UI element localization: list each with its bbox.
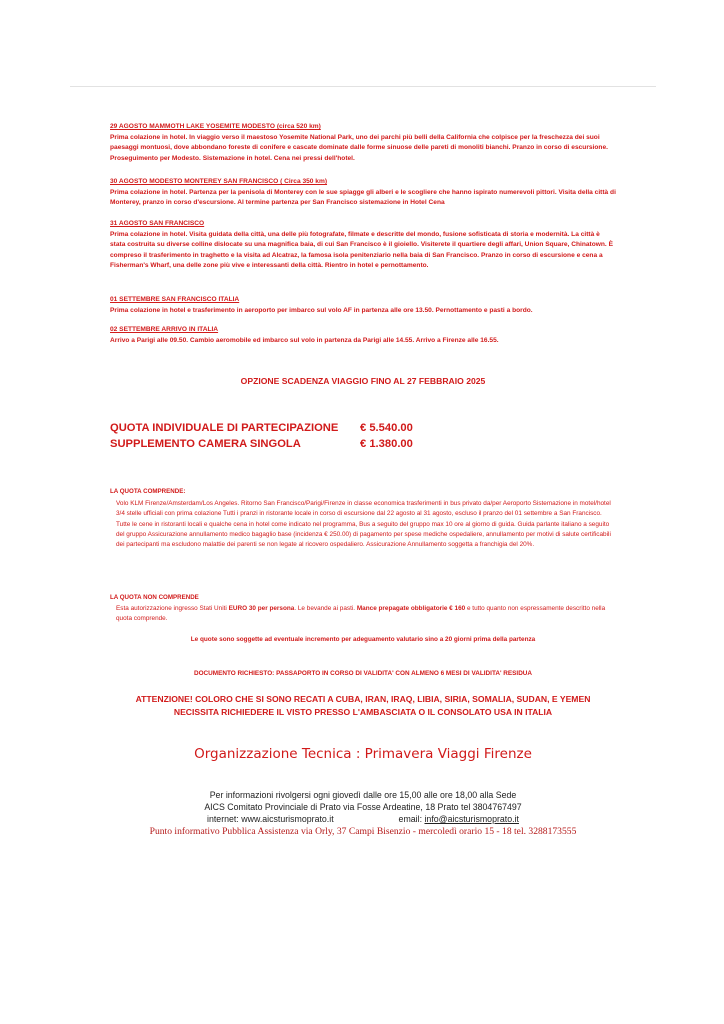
quota-price: € 5.540.00: [360, 422, 413, 434]
day-text: Prima colazione in hotel. Visita guidata della città, una delle più fotografate, filmate e descritte del mondo, fusione sofisticata di storia e modernità. La città è stata costruita su diverse colline dislocate su una magnifica baia, di cui San Francisco è il gioiello. Visiterete il quartiere degli affari, Union Square, Chinatown. È compreso il trasferimento in traghetto e la visita ad Alcatraz, la famosa isola penitenziario nella baia di San Francisco. Pranzo in corso di escursione e cena a Fisherman's Wharf, una delle zone più vive e interessanti della città. Rientro in hotel e pernottamento.: [110, 230, 613, 270]
attenzione-warning: [70, 693, 656, 719]
warning-line: NECISSITA RICHIEDERE IL VISTO PRESSO L'AMBASCIATA O IL CONSOLATO USA IN ITALIA: [173, 707, 553, 717]
day-text: Prima colazione in hotel e trasferimento in aeroporto per imbarco sul volo AF in partenza alle ore 13.50. Pernottamento e pasti a bordo.: [110, 306, 533, 314]
punto-informativo: Punto informativo Pubblica Assistenza via Orly, 37 Campi Bisenzio - mercoledì orario 15 - 18 tel. 3288173555: [149, 826, 577, 837]
day-text: Prima colazione in hotel. In viaggio verso il maestoso Yosemite National Park, uno dei parchi più belli della California che colpisce per la freschezza dei suoi paesaggi montuosi, dove abbondano foreste di conifere e cascate dominate dalle forme sinuose delle pareti di monoliti bianchi. Pranzo in corso di escursione. Proseguimento per Modesto. Sistemazione in hotel. Cena nei pressi dell'hotel.: [110, 133, 608, 162]
non-comprende-heading: LA QUOTA NON COMPRENDE: [110, 594, 199, 601]
day-heading: 30 AGOSTO MODESTO MONTEREY SAN FRANCISCO ( Circa 350 km): [110, 178, 328, 185]
email-label: email:: [398, 814, 425, 824]
text-segment: . Le bevande ai pasti.: [294, 605, 357, 612]
day-heading: 31 AGOSTO SAN FRANCISCO: [110, 220, 205, 227]
comprende-text: Volo KLM Firenze/Amsterdam/Los Angeles. Ritorno San Francisco/Parigi/Firenze in classe economica trasferimenti in bus privato da/per Aeroporto Sistemazione in motel/hotel 3/4 stelle ufficiali con prima colazione Tutti i pranzi in ristorante locale in corso di escursione dal 22 agosto al 31 agosto, escluso il pranzo del 01 settembre a San Francisco. Tutte le cene in ristoranti locali e qualche cena in hotel come indicato nel programma, Bus a seguito del gruppo max 10 ore al giorno di guida. Guida parlante italiano a seguito del gruppo Assicurazione annullamento medico bagaglio base (incidenza € 250.00) di pagamento per spese mediche ospedaliere, annullamento per motivi di salute certificabili dei partecipanti ma escludono malattie dei parenti se non legate al ricovero ospedaliero. Assicurazione Annullamento soggetta a franchigia del 20%.: [116, 500, 611, 549]
day-heading: 02 SETTEMBRE ARRIVO IN ITALIA: [110, 326, 219, 333]
email-link[interactable]: info@aicsturismoprato.it: [424, 814, 519, 824]
day-02-settembre: [110, 325, 616, 346]
text-segment: e tutto quanto non espressamente descritto nella quota comprende.: [116, 605, 606, 623]
top-divider: [70, 86, 656, 87]
day-heading: 01 SETTEMBRE SAN FRANCISCO ITALIA: [110, 296, 240, 303]
website-link[interactable]: internet: www.aicsturismoprato.it: [207, 814, 334, 824]
day-01-settembre: [110, 295, 616, 316]
info-contacts: [70, 814, 656, 825]
day-29-agosto: [110, 122, 616, 164]
non-comprende-text: [116, 604, 614, 625]
warning-line: ATTENZIONE! COLORO CHE SI SONO RECATI A CUBA, IRAN, IRAQ, LIBIA, SIRIA, SOMALIA, SUDAN, E YEMEN: [135, 694, 591, 704]
quota-price: € 1.380.00: [360, 438, 413, 450]
opzione-scadenza: OPZIONE SCADENZA VIAGGIO FINO AL 27 FEBBRAIO 2025: [240, 376, 486, 386]
text-segment: Esta autorizzazione ingresso Stati Uniti: [116, 605, 229, 612]
day-30-agosto: [110, 177, 616, 209]
mance-price: Mance prepagate obbligatorie € 160: [356, 605, 466, 612]
documento-richiesto: DOCUMENTO RICHIESTO: PASSAPORTO IN CORSO DI VALIDITA' CON ALMENO 6 MESI DI VALIDITA' RESIDUA: [193, 670, 533, 677]
esta-price: EURO 30 per persona: [228, 605, 295, 612]
note-quote: Le quote sono soggette ad eventuale incremento per adeguamento valutario sino a 20 giorni prima della partenza: [190, 636, 536, 643]
day-heading: 29 AGOSTO MAMMOTH LAKE YOSEMITE MODESTO (circa 520 km): [110, 123, 321, 130]
quota-label: QUOTA INDIVIDUALE DI PARTECIPAZIONE: [110, 422, 339, 434]
comprende-heading: LA QUOTA COMPRENDE:: [110, 488, 186, 495]
quota-individuale: [110, 421, 413, 436]
day-text: Arrivo a Parigi alle 09.50. Cambio aeromobile ed imbarco sul volo in partenza da Parigi alle 14.55. Arrivo a Firenze alle 16.55.: [110, 336, 499, 344]
info-line-1: Per informazioni rivolgersi ogni giovedì dalle ore 15,00 alle ore 18,00 alla Sede: [209, 790, 517, 800]
day-text: Prima colazione in hotel. Partenza per la penisola di Monterey con le sue spiagge gli alberi e le scogliere che hanno ispirato numerevoli pittori. Visita della città di Monterey, pranzo in corso d'escursione. Al termine partenza per San Francisco sistemazione in Hotel Cena: [110, 188, 616, 207]
info-line-2: AICS Comitato Provinciale di Prato via Fosse Ardeatine, 18 Prato tel 3804767497: [204, 802, 522, 812]
quota-label: SUPPLEMENTO CAMERA SINGOLA: [110, 438, 301, 450]
day-31-agosto: [110, 219, 616, 272]
organizzazione-tecnica: Organizzazione Tecnica : Primavera Viaggi Firenze: [194, 746, 532, 762]
supplemento-singola: [110, 437, 413, 452]
